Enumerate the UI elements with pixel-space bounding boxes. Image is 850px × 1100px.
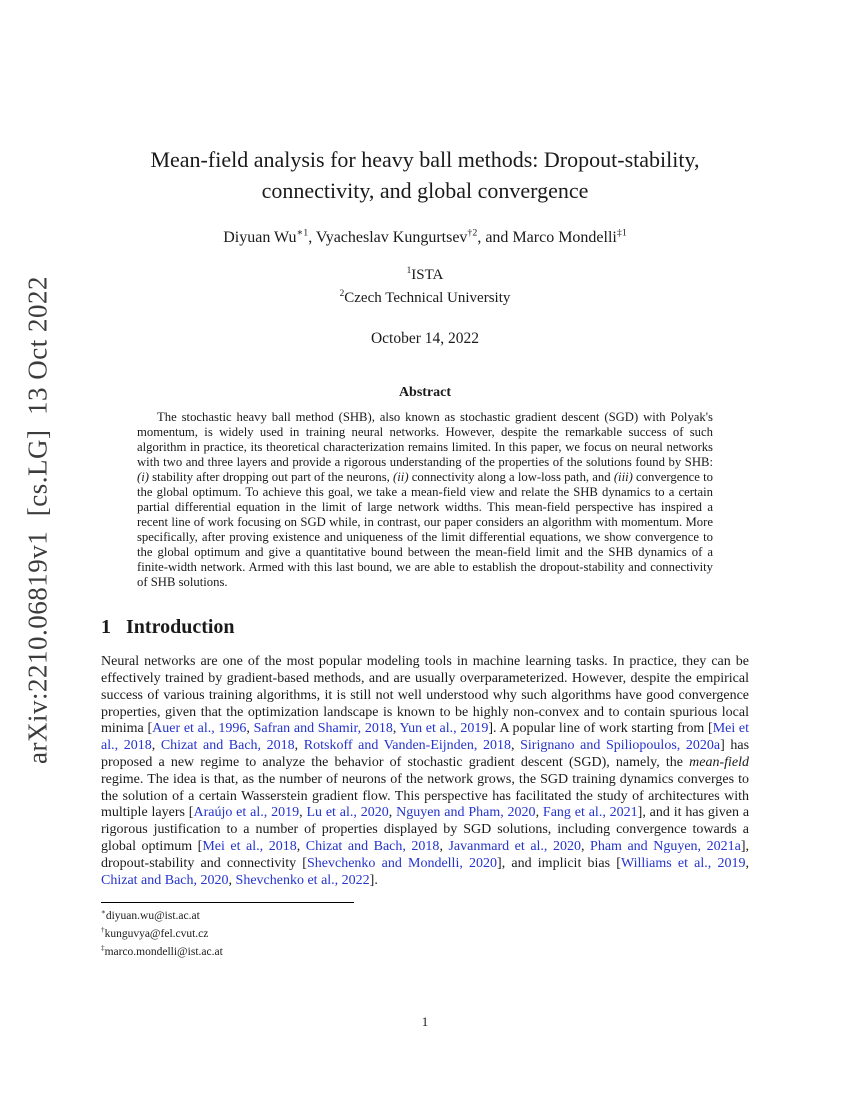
author-affiliation-mark: ∗1 [296,228,309,240]
citation-link[interactable]: Safran and Shamir, 2018 [253,721,393,737]
text-segment: stability after dropping out part of the neurons, [148,470,394,485]
page-number: 1 [421,1014,429,1029]
citation-link[interactable]: Chizat and Bach, 2020 [101,872,229,888]
author-line [101,229,749,247]
text-segment: Neural networks are one of the most popular modeling tools in machine learning tasks. In practice, they can be effectively trained by gradient-based methods, and are usually overparameterized. However, despite the empirical success of various training algorithms, it is still not well understood why such algorithms have good convergence properties, given that the optimization landscape is known to be highly non-convex and to contain spurious local minima [ [101,654,749,737]
affiliation-name: Czech Technical University [344,289,511,306]
citation-link[interactable]: Rotskoff and Vanden-Eijnden, 2018 [303,738,511,754]
text-segment: , [296,839,306,855]
text-segment: ] has proposed a new regime to analyze the behavior of stochastic gradient descent (SGD), namely, the [101,738,750,771]
citation-link[interactable]: Auer et al., 1996 [152,721,247,737]
text-segment: , [580,839,591,855]
italic-text: (i) [137,470,149,485]
affiliations [101,264,749,309]
citation-link[interactable]: Lu et al., 2020 [306,805,389,821]
section-title: Introduction [126,616,235,639]
text-segment: ], and it has given a rigorous justification to a number of properties displayed by SGD solutions, including convergence towards a global optimum [ [101,805,750,855]
paper-title [101,144,749,206]
section-heading [101,616,749,639]
title-line: Mean-field analysis for heavy ball methods: Dropout-stability, [150,147,700,172]
text-segment: , [745,855,749,871]
text-segment: , [151,738,161,754]
abstract-block [101,385,749,590]
footnote-email: kunguvya@fel.cvut.cz [104,928,209,941]
text-segment: connectivity along a low-loss path, and [408,470,614,485]
paper-content [101,0,749,962]
citation-link[interactable]: Nguyen and Pham, 2020 [396,805,536,821]
text-segment: , [294,738,304,754]
text-segment: , [228,872,236,888]
citation-link[interactable]: Chizat and Bach, 2018 [305,839,440,855]
text-segment: ], dropout-stability and connectivity [ [101,839,749,871]
citation-link[interactable]: Pham and Nguyen, 2021a [590,839,741,855]
footnote-email: marco.mondelli@ist.ac.at [104,946,223,959]
citation-link[interactable]: Shevchenko et al., 2022 [235,872,370,888]
footnote-symbol: † [101,926,105,935]
footnotes [101,908,749,961]
affiliation-name: ISTA [411,267,444,284]
footnote [101,944,749,962]
footnote [101,926,749,944]
author-name: Diyuan Wu [223,229,297,247]
text-segment: ], and implicit bias [ [497,855,621,871]
intro-paragraph [101,654,749,889]
text-segment: The stochastic heavy ball method (SHB), also known as stochastic gradient descent (SGD) with Polyak's momentum, is widely used in training neural networks. However, despite the remarkable success of such algorithm in practice, its theoretical characterization remains limited. In this paper, we focus on neural networks with two and three layers and provide a rigorous understanding of the properties of the solutions found by SHB: [137,410,713,470]
citation-link[interactable]: Shevchenko and Mondelli, 2020 [306,855,498,871]
footnote-symbol: ∗ [101,908,106,917]
citation-link[interactable]: Araújo et al., 2019 [193,805,300,821]
text-segment: convergence to the global optimum. To achieve this goal, we take a mean-field view and relate the SHB dynamics to a certain partial differential equation in the limit of large network widths. This mean-field perspective has inspired a recent line of work focusing on SGD while, in contrast, our paper considers an algorithm with momentum. More specifically, after proving existence and uniqueness of the limit differential equations, we show convergence to the global optimum and give a quantitative bound between the mean-field limit and the SHB dynamics of a finite-width network. Armed with this last bound, we are able to establish the dropout-stability and connectivity of SHB solutions. [137,470,713,590]
author-separator: , [308,229,316,247]
citation-link[interactable]: Williams et al., 2019 [620,855,746,871]
citation-link[interactable]: Javanmard et al., 2020 [448,839,581,855]
footnote [101,908,749,926]
author-affiliation-mark: ‡1 [616,228,627,240]
italic-text: mean-field [689,755,749,771]
author-name: Marco Mondelli [512,229,617,247]
section-number: 1 [101,616,111,639]
author-name: Vyacheslav Kungurtsev [315,229,468,247]
title-line: connectivity, and global convergence [261,178,589,204]
text-segment: , [439,839,449,855]
abstract-text [137,410,713,590]
citation-link[interactable]: Chizat and Bach, 2018 [160,738,295,754]
author-affiliation-mark: †2 [467,228,478,240]
text-segment: ]. A popular line of work starting from [ [488,721,713,737]
text-segment: ]. [369,872,378,888]
text-segment: , [511,738,521,754]
abstract-heading: Abstract [398,385,452,401]
citation-link[interactable]: Yun et al., 2019 [399,721,489,737]
affiliation-line [101,264,749,287]
text-segment: , [388,805,397,821]
italic-text: (iii) [613,470,633,485]
affiliation-line [101,287,749,310]
arxiv-watermark: arXiv:2210.06819v1 [cs.LG] 13 Oct 2022 [22,276,53,764]
citation-link[interactable]: Sirignano and Spiliopoulos, 2020a [520,738,721,754]
text-segment: , [535,805,543,821]
italic-text: (ii) [393,470,409,485]
citation-link[interactable]: Mei et al., 2018 [101,721,750,754]
footnote-symbol: ‡ [101,944,105,953]
text-segment: , [392,721,400,737]
citation-link[interactable]: Mei et al., 2018 [202,839,297,855]
text-segment: , [299,805,307,821]
text-segment: , [246,721,254,737]
footnote-email: diyuan.wu@ist.ac.at [105,910,200,923]
affiliation-mark: 1 [406,266,412,277]
footnote-rule [101,902,354,903]
paper-date: October 14, 2022 [370,330,480,348]
author-separator: , and [477,229,513,247]
citation-link[interactable]: Fang et al., 2021 [542,805,638,821]
text-segment: regime. The idea is that, as the number of neurons of the network grows, the SGD training dynamics converges to the solution of a certain Wasserstein gradient flow. This perspective has facilitated the study of architectures with multiple layers [ [101,771,749,821]
affiliation-mark: 2 [339,288,345,299]
